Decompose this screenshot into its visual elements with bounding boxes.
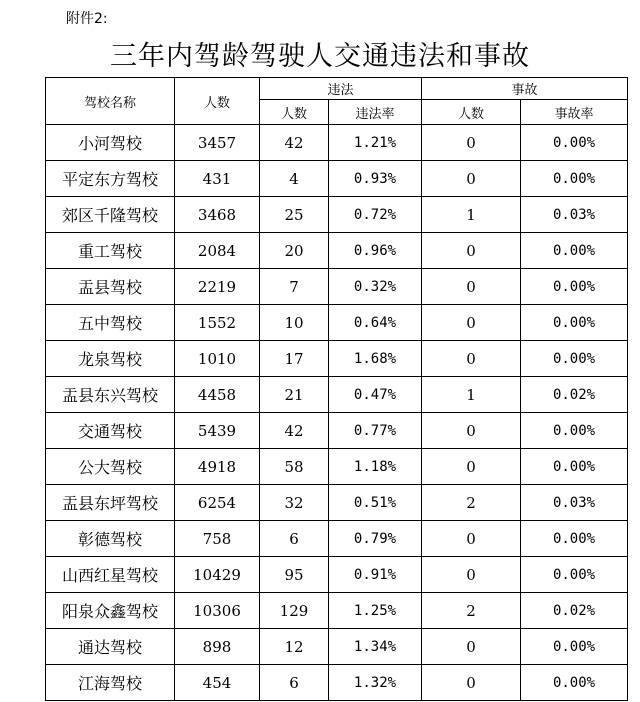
cell-accident-count: 0	[422, 449, 521, 485]
cell-accident-rate: 0.02%	[521, 377, 628, 413]
cell-accident-rate: 0.00%	[521, 341, 628, 377]
table-row	[46, 305, 628, 341]
cell-accident-rate: 0.03%	[521, 485, 628, 521]
cell-accident-rate: 0.00%	[521, 305, 628, 341]
cell-accident-count: 0	[422, 413, 521, 449]
cell-accident-rate: 0.00%	[521, 161, 628, 197]
document-title: 三年内驾龄驾驶人交通违法和事故	[110, 41, 530, 72]
header-violation-count: 人数	[260, 100, 329, 125]
table-row	[46, 125, 628, 161]
cell-violation-rate: 1.68%	[329, 341, 422, 377]
cell-accident-count: 0	[422, 161, 521, 197]
cell-total-count: 6254	[175, 485, 260, 521]
cell-accident-count: 0	[422, 125, 521, 161]
cell-violation-count: 7	[260, 269, 329, 305]
table-row	[46, 557, 628, 593]
cell-violation-rate: 0.32%	[329, 269, 422, 305]
cell-total-count: 898	[175, 629, 260, 665]
cell-school-name: 阳泉众鑫驾校	[46, 593, 175, 629]
cell-accident-rate: 0.00%	[521, 125, 628, 161]
cell-violation-count: 20	[260, 233, 329, 269]
table-row	[46, 593, 628, 629]
cell-accident-rate: 0.00%	[521, 413, 628, 449]
cell-violation-count: 129	[260, 593, 329, 629]
cell-school-name: 通达驾校	[46, 629, 175, 665]
header-school-name: 驾校名称	[46, 78, 175, 125]
cell-school-name: 公大驾校	[46, 449, 175, 485]
cell-violation-count: 4	[260, 161, 329, 197]
cell-accident-rate: 0.00%	[521, 665, 628, 701]
cell-accident-count: 2	[422, 593, 521, 629]
cell-total-count: 3457	[175, 125, 260, 161]
table-row	[46, 413, 628, 449]
cell-violation-rate: 0.47%	[329, 377, 422, 413]
cell-violation-rate: 1.18%	[329, 449, 422, 485]
cell-violation-rate: 0.96%	[329, 233, 422, 269]
cell-accident-count: 0	[422, 629, 521, 665]
cell-violation-count: 17	[260, 341, 329, 377]
cell-violation-rate: 1.25%	[329, 593, 422, 629]
cell-accident-rate: 0.00%	[521, 521, 628, 557]
cell-total-count: 454	[175, 665, 260, 701]
header-violation-rate: 违法率	[329, 100, 422, 125]
header-violation: 违法	[260, 78, 422, 100]
table-row	[46, 485, 628, 521]
cell-total-count: 2219	[175, 269, 260, 305]
cell-violation-count: 12	[260, 629, 329, 665]
table-row	[46, 449, 628, 485]
cell-accident-rate: 0.00%	[521, 629, 628, 665]
cell-school-name: 龙泉驾校	[46, 341, 175, 377]
cell-accident-rate: 0.00%	[521, 269, 628, 305]
cell-accident-count: 1	[422, 377, 521, 413]
attachment-label: 附件2:	[66, 11, 108, 27]
table-row	[46, 341, 628, 377]
cell-violation-count: 6	[260, 665, 329, 701]
table-row	[46, 197, 628, 233]
cell-total-count: 5439	[175, 413, 260, 449]
cell-accident-count: 2	[422, 485, 521, 521]
cell-accident-count: 0	[422, 665, 521, 701]
table-row	[46, 377, 628, 413]
cell-school-name: 盂县东兴驾校	[46, 377, 175, 413]
header-accident-rate: 事故率	[521, 100, 628, 125]
cell-accident-count: 0	[422, 269, 521, 305]
cell-violation-rate: 0.91%	[329, 557, 422, 593]
cell-violation-rate: 0.93%	[329, 161, 422, 197]
cell-accident-count: 0	[422, 557, 521, 593]
cell-school-name: 彰德驾校	[46, 521, 175, 557]
cell-violation-count: 42	[260, 125, 329, 161]
cell-school-name: 交通驾校	[46, 413, 175, 449]
cell-accident-rate: 0.00%	[521, 233, 628, 269]
cell-accident-count: 1	[422, 197, 521, 233]
cell-accident-rate: 0.00%	[521, 449, 628, 485]
cell-violation-rate: 1.34%	[329, 629, 422, 665]
cell-accident-rate: 0.03%	[521, 197, 628, 233]
header-total-count: 人数	[175, 78, 260, 125]
cell-total-count: 4918	[175, 449, 260, 485]
cell-total-count: 758	[175, 521, 260, 557]
cell-accident-rate: 0.02%	[521, 593, 628, 629]
table-row	[46, 521, 628, 557]
cell-total-count: 1010	[175, 341, 260, 377]
cell-school-name: 盂县东坪驾校	[46, 485, 175, 521]
cell-school-name: 重工驾校	[46, 233, 175, 269]
table-body	[46, 125, 628, 701]
cell-accident-count: 0	[422, 233, 521, 269]
cell-violation-rate: 0.79%	[329, 521, 422, 557]
cell-accident-count: 0	[422, 521, 521, 557]
cell-violation-rate: 0.64%	[329, 305, 422, 341]
table-row	[46, 665, 628, 701]
cell-violation-rate: 0.51%	[329, 485, 422, 521]
cell-violation-count: 25	[260, 197, 329, 233]
header-row-1	[46, 78, 628, 100]
cell-school-name: 郊区千隆驾校	[46, 197, 175, 233]
cell-accident-rate: 0.00%	[521, 557, 628, 593]
cell-violation-count: 6	[260, 521, 329, 557]
cell-school-name: 小河驾校	[46, 125, 175, 161]
cell-total-count: 10429	[175, 557, 260, 593]
cell-violation-count: 21	[260, 377, 329, 413]
statistics-table	[45, 77, 628, 701]
cell-total-count: 4458	[175, 377, 260, 413]
table-row	[46, 269, 628, 305]
cell-school-name: 江海驾校	[46, 665, 175, 701]
cell-total-count: 1552	[175, 305, 260, 341]
cell-violation-count: 10	[260, 305, 329, 341]
cell-total-count: 2084	[175, 233, 260, 269]
cell-violation-count: 32	[260, 485, 329, 521]
cell-violation-rate: 0.77%	[329, 413, 422, 449]
cell-violation-count: 58	[260, 449, 329, 485]
table-row	[46, 233, 628, 269]
cell-violation-rate: 1.32%	[329, 665, 422, 701]
cell-accident-count: 0	[422, 305, 521, 341]
cell-total-count: 431	[175, 161, 260, 197]
cell-school-name: 平定东方驾校	[46, 161, 175, 197]
table-row	[46, 161, 628, 197]
cell-violation-count: 95	[260, 557, 329, 593]
header-accident-count: 人数	[422, 100, 521, 125]
cell-school-name: 山西红星驾校	[46, 557, 175, 593]
cell-violation-count: 42	[260, 413, 329, 449]
cell-violation-rate: 1.21%	[329, 125, 422, 161]
cell-school-name: 盂县驾校	[46, 269, 175, 305]
cell-total-count: 10306	[175, 593, 260, 629]
header-accident: 事故	[422, 78, 628, 100]
cell-school-name: 五中驾校	[46, 305, 175, 341]
cell-violation-rate: 0.72%	[329, 197, 422, 233]
cell-accident-count: 0	[422, 341, 521, 377]
table-row	[46, 629, 628, 665]
cell-total-count: 3468	[175, 197, 260, 233]
